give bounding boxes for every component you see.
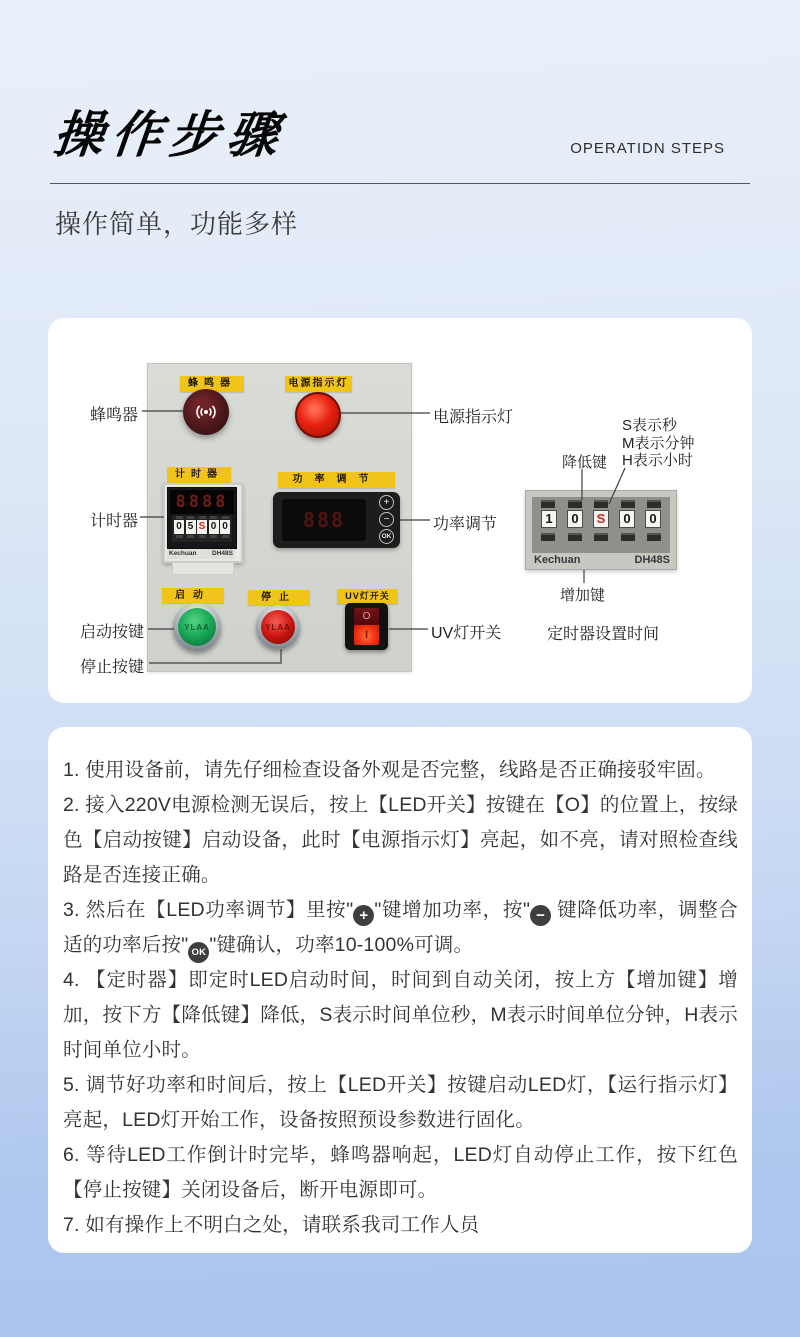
callout-stop-button: 停止按键: [80, 659, 145, 676]
closeup-increase-label: 增加键: [560, 587, 606, 604]
stop-button-dome: YLAA: [261, 610, 295, 644]
rocker-on-mark: I: [354, 625, 379, 645]
panel-tag-buzzer: 蜂鸣器: [180, 376, 244, 392]
timer-wheel: 5: [186, 516, 196, 542]
minus-button: −: [379, 512, 394, 527]
closeup-decrease-label: 降低键: [562, 454, 608, 471]
closeup-digit: S: [593, 510, 609, 528]
closeup-digit: 1: [541, 510, 557, 528]
instruction-step: 4. 【定时器】即定时LED启动时间，时间到自动关闭，按上方【增加键】增加，按下方【降低键】降低，S表示时间单位秒，M表示时间单位分钟，H表示时间单位小时。: [63, 969, 738, 1061]
instruction-steps: [63, 753, 738, 1243]
tagline: 操作简单，功能多样: [55, 209, 299, 239]
instruction-step: 6. 等待LED工作倒计时完毕，蜂鸣器响起，LED灯自动停止工作，按下红色【停止按键】关闭设备后，断开电源即可。: [63, 1144, 738, 1201]
instructions-card: [48, 727, 752, 1253]
panel-tag-power-adjust: 功率调节: [278, 472, 395, 488]
timer-wheel: 0: [209, 516, 219, 542]
closeup-brand-name: Kechuan: [534, 554, 581, 566]
ok-button: OK: [379, 529, 394, 544]
callout-buzzer: 蜂鸣器: [90, 407, 139, 424]
panel-tag-timer: 计时器: [167, 467, 231, 483]
callout-power-adjust: 功率调节: [433, 516, 498, 533]
panel-tag-uv-switch: UV灯开关: [337, 589, 398, 604]
panel-tag-start: 启动: [162, 588, 224, 603]
callout-timer: 计时器: [90, 513, 139, 530]
timer-wheel: 0: [174, 516, 184, 542]
callout-uv-switch: UV灯开关: [431, 625, 502, 642]
instruction-step: 2. 接入220V电源检测无误后，按上【LED开关】按键在【O】的位置上，按绿色【启动按键】启动设备，此时【电源指示灯】亮起，如不亮，请对照检查线路是否连接正确。: [63, 794, 738, 886]
page-title-en: OPERATIDN STEPS: [570, 140, 725, 157]
panel-figure-card: [48, 318, 752, 703]
rocker-off-mark: O: [354, 608, 379, 625]
start-button-dome: YLAA: [178, 608, 216, 646]
closeup-unit-h: H表示小时: [622, 452, 693, 469]
timer-display: 8888: [170, 490, 234, 514]
panel-tag-stop: 停止: [248, 590, 310, 605]
power-adjust-display: 888: [282, 499, 366, 541]
closeup-digit: 0: [619, 510, 635, 528]
closeup-unit-m: M表示分钟: [622, 434, 695, 452]
minus-icon: −: [530, 905, 551, 926]
panel-tag-power-indicator: 电源指示灯: [285, 376, 352, 392]
page-title: 操作步骤: [50, 107, 289, 163]
timer-wheel: S: [197, 516, 207, 542]
closeup-caption: 定时器设置时间: [547, 626, 660, 643]
closeup-digit: 0: [645, 510, 661, 528]
closeup-model: DH48S: [634, 554, 670, 566]
callout-start-button: 启动按键: [80, 624, 145, 641]
plus-button: +: [379, 495, 394, 510]
callout-power-indicator: 电源指示灯: [433, 409, 514, 426]
closeup-digit: 0: [567, 510, 583, 528]
ok-icon: OK: [188, 942, 209, 963]
instruction-step: 3. 然后在【LED功率调节】里按" + "键增加功率，按" − 键降低功率，调整合适的功率后按" OK "键确认，功率10-100%可调。: [63, 893, 738, 963]
closeup-unit-s: S表示秒: [622, 417, 678, 434]
instruction-step: 1. 使用设备前，请先仔细检查设备外观是否完整，线路是否正确接驳牢固。: [63, 759, 716, 781]
callout-lines: [48, 318, 752, 703]
instruction-step: 7. 如有操作上不明白之处，请联系我司工作人员: [63, 1214, 480, 1236]
timer-wheel: 0: [220, 516, 230, 542]
instruction-step: 5. 调节好功率和时间后，按上【LED开关】按键启动LED灯，【运行指示灯】亮起，LED灯开始工作，设备按照预设参数进行固化。: [63, 1074, 738, 1131]
header-divider: [50, 183, 750, 184]
timer-model: DH48S: [212, 550, 233, 557]
plus-icon: +: [353, 905, 374, 926]
timer-brand-name: Kechuan: [169, 550, 197, 557]
